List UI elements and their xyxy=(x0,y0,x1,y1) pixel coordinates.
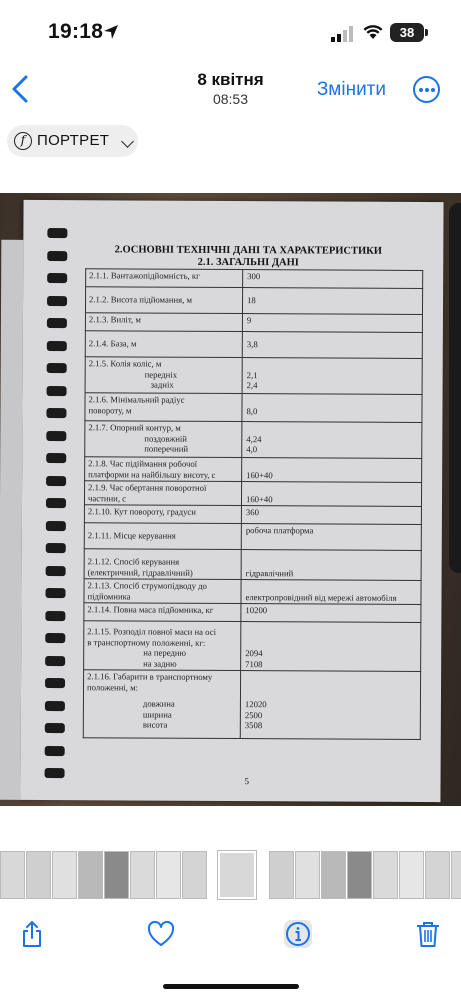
spiral-ring xyxy=(46,521,66,531)
document-subheading: 2.1. ЗАГАЛЬНІ ДАНІ xyxy=(197,256,299,269)
spec-name: 2.1.4. База, м xyxy=(85,331,242,358)
edit-button[interactable]: Змінити xyxy=(316,79,386,100)
spec-subname: положенні, м: xyxy=(86,681,139,693)
spiral-ring xyxy=(45,768,65,778)
spiral-ring xyxy=(45,701,65,711)
specs-table xyxy=(83,268,423,740)
spec-name: 2.1.8. Час підіймання робочої xyxy=(88,458,198,469)
thumbnail[interactable] xyxy=(347,851,372,899)
spec-subname: передніх xyxy=(144,369,178,380)
spec-name: 2.1.11. Місце керування xyxy=(84,523,241,550)
thumbnail[interactable] xyxy=(78,851,103,899)
page-number: 5 xyxy=(244,776,250,787)
thumbnail[interactable] xyxy=(399,851,424,899)
table-row xyxy=(84,481,421,507)
spiral-ring xyxy=(46,566,66,576)
chevron-down-icon xyxy=(121,135,134,148)
spiral-ring xyxy=(47,273,67,283)
spec-subname: (електричний, гідравлічний) xyxy=(87,566,193,578)
document-heading: 2.ОСНОВНІ ТЕХНІЧНІ ДАНІ ТА ХАРАКТЕРИСТИКИ xyxy=(114,244,382,257)
spiral-ring xyxy=(45,588,65,598)
spec-value: 3508 xyxy=(244,720,263,731)
spec-value: 10200 xyxy=(241,604,421,623)
spec-name: 2.1.13. Спосіб струмопідводу до xyxy=(87,580,207,591)
spiral-ring xyxy=(46,431,66,441)
table-row xyxy=(85,457,422,483)
photo-time: 08:53 xyxy=(212,91,249,107)
spec-value: електропровідний від мережі автомобіля xyxy=(245,591,397,603)
spec-name: 2.1.15. Розподіл повної маси на осі xyxy=(87,626,217,637)
spec-value: 360 xyxy=(241,506,421,525)
info-icon[interactable] xyxy=(283,919,313,949)
spec-value: 4,24 xyxy=(246,433,262,444)
spiral-ring xyxy=(46,498,66,508)
spec-value: гідравлічний xyxy=(245,567,294,578)
spec-subname: на задню xyxy=(143,658,177,669)
thumbnail-selected[interactable] xyxy=(218,851,256,899)
spec-subname: на передню xyxy=(143,647,187,658)
table-row xyxy=(85,357,422,395)
thumbnail-strip[interactable] xyxy=(0,851,461,899)
spec-value: 7108 xyxy=(245,658,263,669)
thumbnail[interactable] xyxy=(425,851,450,899)
spec-value: 3,8 xyxy=(242,332,422,359)
table-row xyxy=(86,269,423,289)
spec-subname: підйомника xyxy=(87,590,131,601)
spec-name: 2.1.5. Колія коліс, м xyxy=(88,358,162,369)
document-previous-page-edge xyxy=(0,240,23,800)
thumbnail[interactable] xyxy=(451,851,461,899)
spec-value: 160+40 xyxy=(246,469,273,480)
ellipsis-circle-icon[interactable] xyxy=(413,76,440,103)
wifi-icon xyxy=(363,24,383,40)
spec-subname: частини, с xyxy=(87,492,127,503)
spec-subname: ширина xyxy=(142,709,172,720)
spec-subname: довжина xyxy=(142,698,175,709)
spec-subname: задніх xyxy=(150,379,174,390)
thumbnail[interactable] xyxy=(104,851,129,899)
thumbnail[interactable] xyxy=(0,851,25,899)
table-row xyxy=(84,603,421,623)
spiral-ring xyxy=(45,723,65,733)
table-row xyxy=(84,579,421,605)
home-indicator[interactable] xyxy=(163,984,299,989)
table-row xyxy=(84,549,421,581)
spec-name: 2.1.2. Висота підйомання, м xyxy=(85,287,242,314)
table-row xyxy=(84,523,421,551)
spiral-ring xyxy=(45,656,65,666)
spec-value: 18 xyxy=(242,288,422,315)
spec-name: 2.1.3. Виліт, м xyxy=(85,313,242,332)
table-row xyxy=(83,670,420,740)
status-bar xyxy=(0,0,461,62)
bottom-toolbar xyxy=(0,905,461,965)
cellular-signal-icon xyxy=(331,26,353,42)
photo-viewer[interactable] xyxy=(0,193,461,806)
spec-subname: поздовжній xyxy=(144,433,187,444)
spiral-binding xyxy=(44,228,69,788)
thumbnail[interactable] xyxy=(156,851,181,899)
spiral-ring xyxy=(46,543,66,553)
spiral-ring xyxy=(46,453,66,463)
spec-name: 2.1.1. Вантажопідйомність, кг xyxy=(86,269,243,288)
spiral-ring xyxy=(46,408,66,418)
portrait-mode-button[interactable] xyxy=(7,125,138,157)
portrait-label: ПОРТРЕТ xyxy=(37,132,110,149)
thumbnail[interactable] xyxy=(130,851,155,899)
spec-name: 2.1.16. Габарити в транспортному xyxy=(87,671,213,682)
thumbnail[interactable] xyxy=(373,851,398,899)
table-row xyxy=(85,313,422,333)
spec-name: 2.1.14. Повна маса підйомника, кг xyxy=(84,603,241,622)
photo-date: 8 квітня xyxy=(197,70,264,89)
spiral-ring xyxy=(47,296,67,306)
spec-name: 2.1.7. Опорний контур, м xyxy=(88,422,181,433)
spiral-ring xyxy=(47,228,67,238)
spec-value: 300 xyxy=(243,270,423,289)
location-arrow-icon xyxy=(103,24,119,40)
thumbnail[interactable] xyxy=(26,851,51,899)
spec-subname: платформи на найбільшу висоту, с xyxy=(88,468,216,480)
table-row xyxy=(84,621,421,672)
spiral-ring xyxy=(46,476,66,486)
spiral-ring xyxy=(47,251,67,261)
spec-subname: в транспортному положенні, кг: xyxy=(87,636,206,648)
battery-cap xyxy=(425,29,428,36)
spiral-ring xyxy=(45,633,65,643)
spiral-ring xyxy=(47,318,67,328)
spec-value: 12020 xyxy=(244,699,267,710)
spec-name: 2.1.9. Час обертання поворотної xyxy=(88,482,207,493)
table-row xyxy=(85,421,422,459)
spec-value: 2094 xyxy=(245,648,263,659)
table-row xyxy=(85,331,422,359)
share-icon[interactable] xyxy=(17,919,47,949)
thumbnail[interactable] xyxy=(295,851,320,899)
heart-icon[interactable] xyxy=(146,919,176,949)
spiral-ring xyxy=(47,341,67,351)
spec-value: 160+40 xyxy=(245,493,273,504)
spiral-ring xyxy=(45,611,65,621)
spec-value: 9 xyxy=(242,314,422,333)
spec-value: 4,0 xyxy=(246,444,258,455)
spec-name: 2.1.10. Кут повороту, градуси xyxy=(84,505,241,524)
spec-subname: висота xyxy=(142,719,168,730)
nav-bar xyxy=(0,62,461,122)
background-object xyxy=(449,203,461,573)
spec-value: 2,4 xyxy=(246,380,258,391)
status-time: 19:18 xyxy=(48,20,104,43)
table-row xyxy=(85,393,422,423)
thumbnail[interactable] xyxy=(269,851,294,899)
thumbnail[interactable] xyxy=(321,851,346,899)
spiral-ring xyxy=(45,678,65,688)
document-page xyxy=(20,200,443,802)
spec-name: 2.1.6. Мінімальний радіус xyxy=(88,394,185,405)
spec-subname: повороту, м xyxy=(88,404,132,415)
battery-indicator: 38 xyxy=(390,23,424,42)
trash-icon[interactable] xyxy=(413,919,443,949)
aperture-icon: f xyxy=(14,132,32,150)
spiral-ring xyxy=(47,363,67,373)
spec-value: 2,1 xyxy=(246,369,258,380)
spec-value: робоча платформа xyxy=(241,524,421,551)
spec-value: 2500 xyxy=(244,709,263,720)
spec-value: 8,0 xyxy=(246,405,258,416)
spiral-ring xyxy=(47,386,67,396)
thumbnail[interactable] xyxy=(182,851,207,899)
table-row xyxy=(84,505,421,525)
table-row xyxy=(85,287,422,315)
spiral-ring xyxy=(45,746,65,756)
thumbnail[interactable] xyxy=(52,851,77,899)
spec-subname: поперечний xyxy=(144,443,189,454)
spec-name: 2.1.12. Спосіб керування xyxy=(87,556,180,567)
